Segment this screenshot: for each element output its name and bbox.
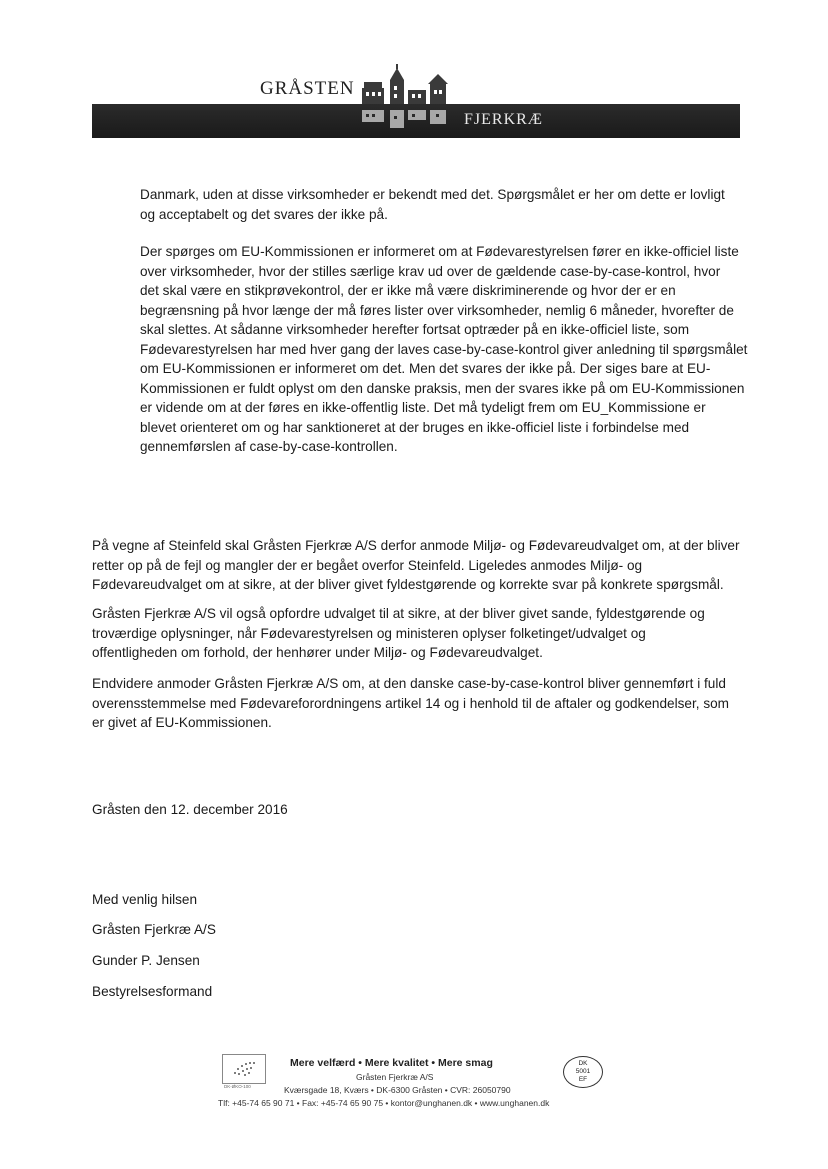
text-line: Gråsten Fjerkræ A/S vil også opfordre udvalget til at sikre, at der bliver givet sande, fyldestgørende og <box>92 606 705 621</box>
signature-company: Gråsten Fjerkræ A/S <box>92 922 216 937</box>
approval-mark-line: EF <box>578 1076 588 1083</box>
text-line: Endvidere anmoder Gråsten Fjerkræ A/S om, at den danske case-by-case-kontrol bliver gennemført i fuld <box>92 676 726 691</box>
eu-organic-code: DK-ØKO-100 <box>224 1084 251 1089</box>
text-line: er vidende om at der føres en ikke-offentlig liste. Det må tydeligt frem om EU_Kommissione er <box>140 400 706 415</box>
text-line: Kommissionen er fuldt oplyst om den danske praksis, men der svares ikke på om EU-Kommissionen <box>140 380 745 396</box>
letterhead-title: GRÅSTEN <box>260 78 355 99</box>
place-date: Gråsten den 12. december 2016 <box>92 802 288 817</box>
footer-slogan: Mere velfærd • Mere kvalitet • Mere smag <box>290 1057 493 1069</box>
text-line: blevet orienteret om og har sanktioneret at der bruges en ikke-officiel liste i forbindelse med <box>140 419 690 435</box>
text-line: Fødevareudvalget om at sikre, at der bliver givet fyldestgørende og korrekte svar på konkrete spørgsmål. <box>92 577 724 592</box>
text-line: troværdige oplysninger, når Fødevarestyrelsen og ministeren oplyser folketinget/udvalget og <box>92 625 646 641</box>
text-line: Danmark, uden at disse virksomheder er bekendt med det. Spørgsmålet er her om dette er lovligt <box>140 187 725 202</box>
paragraph-3 <box>92 536 740 595</box>
footer <box>210 1052 610 1112</box>
paragraph-2 <box>140 242 748 457</box>
signature-name: Gunder P. Jensen <box>92 953 200 968</box>
footer-address: Kværsgade 18, Kværs • DK-6300 Gråsten • CVR: 26050790 <box>284 1085 511 1095</box>
signature-greeting: Med venlig hilsen <box>92 892 198 907</box>
footer-company: Gråsten Fjerkræ A/S <box>356 1072 434 1082</box>
footer-contact: Tlf: +45-74 65 90 71 • Fax: +45-74 65 90 75 • kontor@unghanen.dk • www.unghanen.dk <box>218 1098 550 1108</box>
text-line: er givet af EU-Kommissionen. <box>92 715 272 730</box>
text-line: om EU-Kommissionen er informeret om det. Men det svares der ikke på. Der siges bare at EU- <box>140 361 711 376</box>
text-line: begrænsning på hvor længe der må føres lister over virksomheder, nemlig 6 måneder, hvorefter de <box>140 302 734 318</box>
text-line: overensstemmelse med Fødevareforordningens artikel 14 og i henhold til de aftaler og godkendelser, som <box>92 695 729 711</box>
text-line: det skal være en stikprøvekontrol, der er ikke må være diskriminerende og hvor der er en <box>140 283 676 298</box>
paragraph-4 <box>92 604 740 663</box>
text-line: og acceptabelt og det svares der ikke på. <box>140 206 388 222</box>
letterhead-subtitle: FJERKRÆ <box>464 111 544 128</box>
approval-mark-line: DK <box>578 1060 588 1067</box>
text-line: Der spørges om EU-Kommissionen er informeret om at Fødevarestyrelsen fører en ikke-officiel liste <box>140 244 739 259</box>
text-line: gennemførslen af case-by-case-kontrollen. <box>140 439 398 454</box>
castle-logo-icon <box>350 62 460 138</box>
text-line: På vegne af Steinfeld skal Gråsten Fjerkræ A/S derfor anmode Miljø- og Fødevareudvalget om, at der bliver <box>92 538 740 553</box>
text-line: over virksomheder, hvor der stilles særlige krav ud over de gældende case-by-case-kontrol, hvor <box>140 263 721 279</box>
text-line: Fødevarestyrelsen har med hver gang der laves case-by-case-kontrol giver anledning til spørgsmålet <box>140 341 748 357</box>
paragraph-5 <box>92 674 740 733</box>
signature-title: Bestyrelsesformand <box>92 984 213 999</box>
letterhead <box>92 60 740 140</box>
text-line: retter op på de fejl og mangler der er begået overfor Steinfeld. Ligeledes anmodes Miljø- og <box>92 557 643 573</box>
approval-mark-line: 5001 <box>575 1068 591 1075</box>
eu-organic-logo-icon <box>222 1054 266 1084</box>
approval-mark <box>563 1056 603 1088</box>
text-line: offentligheden om forhold, der henhører under Miljø- og Fødevareudvalget. <box>92 645 543 660</box>
text-line: skal slettes. At sådanne virksomheder herefter fortsat optræder på en ikke-officiel liste, som <box>140 322 690 337</box>
paragraph-1 <box>140 185 740 224</box>
